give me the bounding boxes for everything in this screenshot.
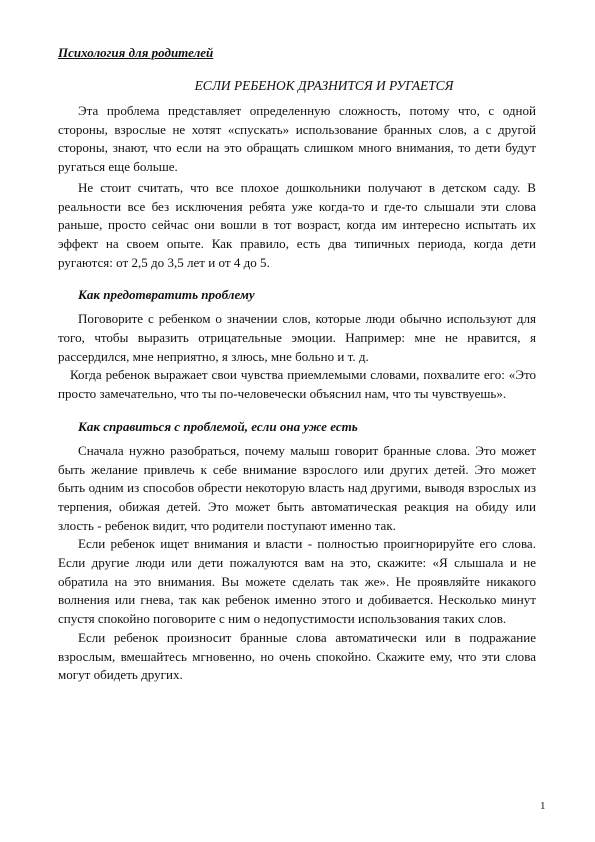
prevent-paragraph-2: Когда ребенок выражает свои чувства приемлемыми словами, похвалите его: «Это просто замечательно, что ты по-человечески объяснил нам, что ты чувствуешь». [58, 367, 536, 402]
article-title: ЕСЛИ РЕБЕНОК ДРАЗНИТСЯ И РУГАЕТСЯ [194, 78, 454, 93]
page-number: 1 [540, 800, 546, 812]
intro-paragraph-2: Не стоит считать, что все плохое дошкольники получают в детском саду. В реальности все без исключения ребята уже когда-то и где-то слышали эти слова раньше, просто сейчас они вошли в тот возраст, когда им интересно испытать их эффект на своем опыте. Как правило, есть два типичных периода, когда дети ругаются: от 2,5 до 3,5 лет и от 4 до 5. [58, 179, 536, 270]
cope-paragraph-1: Сначала нужно разобраться, почему малыш говорит бранные слова. Это может быть желание привлечь к себе внимание взрослого или других детей. Это может быть одним из способов обрести некоторую власть над другими, выводя взрослых из терпения, обижая детей. Это может быть автоматическая реакция на обиду или злость - ребенок видит, что родители поступают именно так. [58, 442, 536, 533]
cope-paragraph-3: Если ребенок произносит бранные слова автоматически или в подражание взрослым, вмешайтесь мгновенно, но очень спокойно. Скажите ему, что эти слова могут обидеть других. [58, 629, 536, 683]
intro-paragraph-1: Эта проблема представляет определенную сложность, потому что, с одной стороны, взрослые не хотят «спускать» использование бранных слов, а с другой стороны, знают, что если на это обращать слишком много внимания, то дети будут ругаться еще больше. [58, 103, 536, 175]
cope-paragraph-2: Если ребенок ищет внимания и власти - полностью проигнорируйте его слова. Если другие люди или дети пожалуются вам на это, скажите: «Я слышала и не обратила на это внимания. Вы можете сделать так же». Не проявляйте никакого волнения или гнева, так как ребенок именно этого и добивается. Несколько минут спустя спокойно поговорите с ним о недопустимости использования таких слов. [58, 536, 536, 627]
section-heading-cope: Как справиться с проблемой, если она уже есть [78, 418, 358, 434]
prevent-paragraph-1: Поговорите с ребенком о значении слов, которые люди обычно используют для того, чтобы выразить отрицательные эмоции. Например: мне не нравится, я рассердился, мне неприятно, я злюсь, мне больно и т. д. [58, 311, 536, 364]
section-heading-prevent: Как предотвратить проблему [78, 287, 255, 303]
article-body [58, 102, 536, 685]
rubric-label: Психология для родителей [58, 45, 214, 60]
